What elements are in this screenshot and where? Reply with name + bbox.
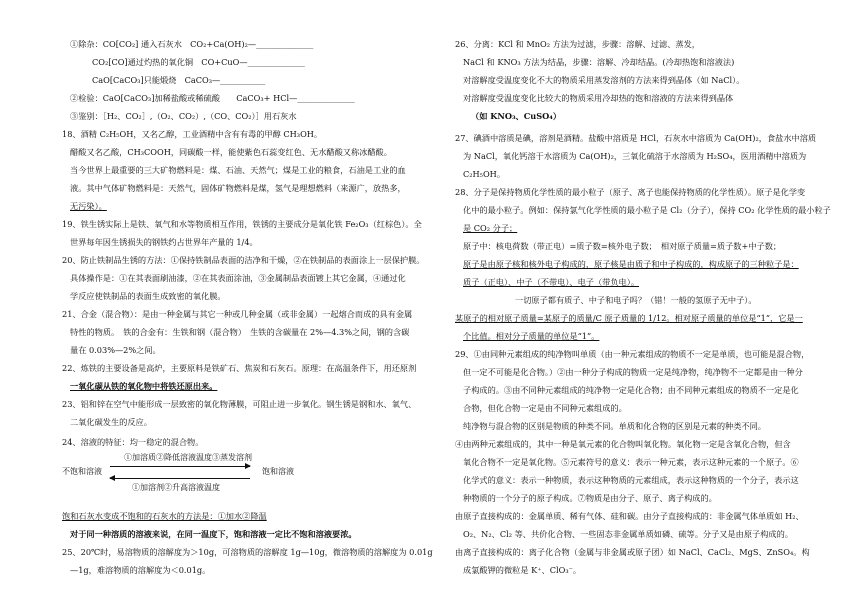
text-line: CaO[CaCO₃]只能煅烧 CaCO₃—___________ (92, 75, 266, 85)
text-line: ③鉴别：［H₂、CO₂］,（O₂、CO₂）,（CO、CO₂）］用石灰水 (70, 111, 297, 121)
text-line: 25、20℃时，易溶物质的溶解度为＞10g，可溶物质的溶解度 1g—10g，微溶物质的溶解度为 0.01g (62, 547, 433, 557)
text-line: 对于同一种溶质的溶液来说，在同一温度下，饱和溶液一定比不饱和溶液要浓。 (70, 529, 357, 539)
text-line: 21、合金（混合物）：是由一种金属与其它一种或几种金属（或非金属）一起熔合而成的具有金属 (62, 309, 413, 319)
text-line: 学反应使铁制品的表面生成致密的氧化膜。 (70, 291, 226, 301)
text-line: 对溶解度受温度变化不大的物质采用蒸发溶剂的方法来得到晶体（如 NaCl）。 (463, 75, 745, 85)
text-line: 特性的物质。 铁的合金有：生铁和钢（混合物） 生铁的含碳量在 2%—4.3%之间，钢的含碳 (70, 327, 410, 337)
arrow-left-icon (110, 478, 250, 479)
text-line: 子构成的。③由不同种元素组成的纯净物一定是化合物；由不同种元素组成的物质不一定是化 (463, 385, 799, 395)
diagram-right-label: 饱和溶液 (262, 467, 294, 476)
text-line: 饱和石灰水变成不饱和的石灰水的方法是：①加水②降温 (62, 511, 267, 521)
text-line: C₂H₅OH。 (463, 169, 506, 179)
text-line: 对溶解度受温度变化比较大的物质采用冷却热的饱和溶液的方法来得到晶体 (463, 93, 734, 103)
text-line: ④由两种元素组成的，其中一种是氧元素的化合物叫氧化物。氧化物一定是含氧化合物，但含 (455, 439, 791, 449)
text-line: 18、酒精 C₂H₅OH，又名乙醇，工业酒精中含有有毒的甲醇 CH₃OH。 (62, 129, 323, 139)
text-line: 为 NaCl，氧化钙溶于水溶质为 Ca(OH)₂，三氧化硫溶于水溶质为 H₂SO₄，医用酒精中溶质为 (463, 151, 807, 161)
text-line: ②检验：CaO[CaCO₃]加稀盐酸或稀硫酸 CaCO₃+ HCl—______________ (70, 93, 355, 103)
text-line: 26、分离：KCl 和 MnO₂ 方法为过滤，步骤：溶解、过滤、蒸发， (455, 39, 700, 49)
text-line: 具体操作是：①在其表面刷油漆，②在其表面涂油，③金属制品表面镀上其它金属，④通过化 (70, 273, 406, 283)
text-line: O₂、N₂、Cl₂ 等、共价化合物、一些固态非金属单质如磷、硫等。分子又是由原子构成的。 (463, 529, 793, 539)
arrow-right-icon (110, 466, 250, 467)
text-line: 一氧化碳从铁的氧化物中将铁还原出来。 (70, 381, 218, 391)
text-line: 醋酸又名乙酸，CH₃COOH，同碳酸一样，能使紫色石蕊变红色、无水醋酸又称冰醋酸。 (70, 147, 392, 157)
text-line: 纯净物与混合物的区别是物质的种类不同。单质和化合物的区别是元素的种类不同。 (463, 421, 766, 431)
diagram-bottom-label: ①加溶剂②升高溶液温度 (132, 483, 220, 492)
text-line: —1g，难溶物质的溶解度为＜0.01g。 (70, 565, 211, 575)
text-line: 是 CO₂ 分子； (463, 223, 518, 233)
text-line: 但一定不可能是化合物。）②由一种分子构成的物质一定是纯净物，纯净物不一定都是由一种分 (463, 367, 803, 377)
text-line: 种物质的一个分子的原子构成。⑦物质是由分子、原子、离子构成的。 (463, 493, 717, 503)
text-line: NaCl 和 KNO₃ 方法为结晶，步骤：溶解、冷却结晶。(冷却热饱和溶液法) (463, 57, 735, 67)
text-line: 化学式的意义：表示一种物质，表示这种物质的元素组成，表示这种物质的一个分子，表示这 (463, 475, 799, 485)
text-line: 质子（正电）、中子（不带电）、电子（带负电）。 (463, 277, 640, 287)
text-line: 化中的最小粒子。例如：保持氯气化学性质的最小粒子是 Cl₂（分子），保持 CO₂ 化学性质的最小粒子 (463, 205, 831, 215)
text-line: 液。其中气体矿物燃料是：天然气，固体矿物燃料是煤，氢气是理想燃料（来源广，放热多， (70, 183, 406, 193)
text-line: 氧化合物不一定是氧化物。⑤元素符号的意义：表示一种元素，表示这种元素的一个原子。⑥ (463, 457, 799, 467)
text-line: 19、铁生锈实际上是铁、氧气和水等物质相互作用，铁锈的主要成分是氧化铁 Fe₂O₃（红棕色）。全 (62, 219, 422, 229)
text-line: 27、碘酒中溶质是碘，溶剂是酒精。盐酸中溶质是 HCl，石灰水中溶质为 Ca(OH)₂，食盐水中溶质 (455, 133, 817, 143)
text-line: 20、防止铁制品生锈的方法：①保持铁制品表面的洁净和干燥，②在铁制品的表面涂上一层保护膜。 (62, 255, 425, 265)
text-line: 24、溶液的特征：均一稳定的混合物。 (62, 437, 204, 447)
text-line: 无污染）。 (70, 201, 107, 211)
text-line: 29、①由同种元素组成的纯净物叫单质（由一种元素组成的物质不一定是单质，也可能是混合物， (455, 349, 810, 359)
text-line: 二氧化碳发生的反应。 (70, 417, 152, 427)
text-line: 原子中：核电荷数（带正电）=质子数=核外电子数； 相对原子质量=质子数+中子数； (463, 241, 782, 251)
text-line: 一切原子都有质子、中子和电子吗？（错！一般的氢原子无中子）。 (515, 295, 757, 305)
text-line: 量在 0.03%—2%之间。 (70, 345, 161, 355)
text-line: 成氯酸钾的微粒是 K⁺、ClO₃⁻。 (463, 565, 582, 575)
text-line: 合物，但化合物一定是由不同种元素组成的。 (463, 403, 627, 413)
text-line: 由原子直接构成的：金属单质、稀有气体、硅和碳。由分子直接构成的：非金属气体单质如 H₂、 (455, 511, 804, 521)
saturation-diagram (62, 454, 417, 504)
text-line: 22、炼铁的主要设备是高炉，主要原料是铁矿石、焦炭和石灰石。原理：在高温条件下，用还原剂 (62, 363, 417, 373)
text-line: （如 KNO₃、CuSO₄） (471, 111, 562, 121)
text-line: 世界每年因生锈损失的钢铁约占世界年产量的 1/4。 (70, 237, 258, 247)
text-line: 某原子的相对原子质量=某原子的质量/C 原子质量的 1/12。相对原子质量的单位是“1”，它是一 (455, 313, 803, 323)
text-line: CO₂[CO]通过灼热的氧化铜 CO+CuO—______________ (92, 57, 305, 67)
text-line: 当今世界上最重要的三大矿物燃料是：煤、石油、天然气；煤是工业的粮食，石油是工业的血 (70, 165, 406, 175)
text-line: 由离子直接构成的：离子化合物（金属与非金属或原子团）如 NaCl、CaCl₂、MgS、ZnSO₄。构 (455, 547, 810, 557)
text-line: 23、铝和锌在空气中能形成一层致密的氧化物薄膜，可阻止进一步氧化。钢生锈是钢和水、氧气、 (62, 399, 417, 409)
text-line: ①除杂：CO[CO₂] 通入石灰水 CO₂+Ca(OH)₂—______________ (70, 39, 314, 49)
text-line: 个比值。相对分子质量的单位是“1”。 (463, 331, 600, 341)
diagram-left-label: 不饱和溶液 (62, 467, 102, 476)
text-line: 原子是由原子核和核外电子构成的，原子核是由质子和中子构成的，构成原子的三种粒子是： (463, 259, 799, 269)
text-line: 28、分子是保持物质化学性质的最小粒子（原子、离子也能保持物质的化学性质）。原子是化学变 (455, 187, 806, 197)
diagram-top-label: ①加溶质②降低溶液温度③蒸发溶剂 (124, 453, 252, 462)
